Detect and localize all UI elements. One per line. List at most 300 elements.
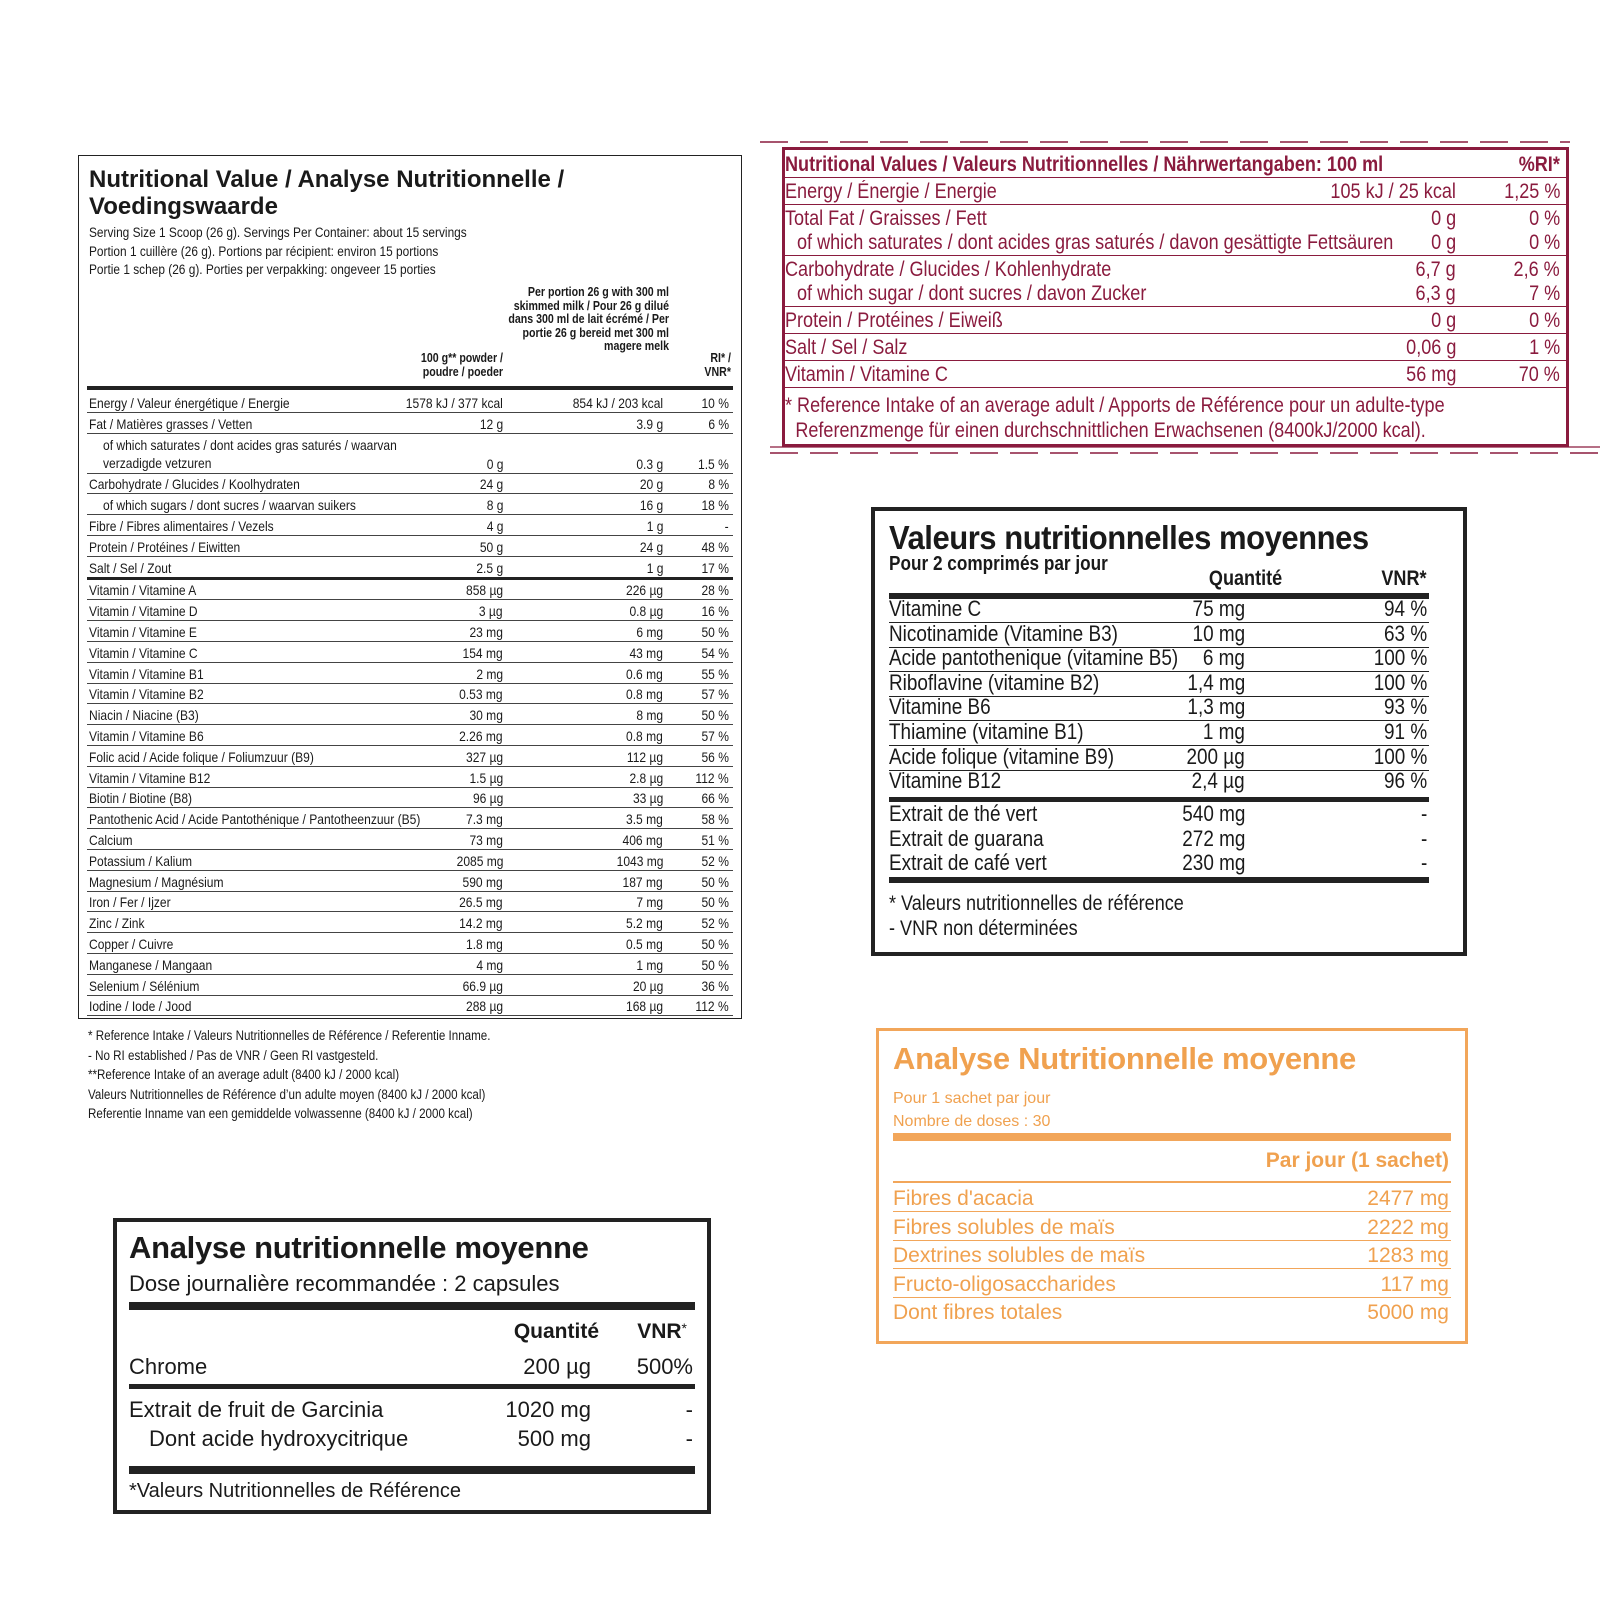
- row-label: Folic acid / Acide folique / Foliumzuur (B9): [89, 748, 314, 765]
- row-qty: 1 mg: [1202, 719, 1245, 744]
- row-value-100g: 12 g: [479, 415, 503, 432]
- row-value-portion: 0.8 mg: [626, 686, 663, 703]
- table-row: [87, 767, 733, 788]
- row-value-ri: 57 %: [701, 727, 729, 744]
- row-qty: 540 mg: [1181, 801, 1245, 826]
- table-row: [87, 600, 733, 621]
- table-row: [893, 1215, 1451, 1241]
- vnr-star: *: [681, 1320, 687, 1336]
- row-label: Chrome: [129, 1354, 208, 1379]
- row-value-100g: 73 mg: [469, 831, 503, 848]
- row-value-portion: 1 mg: [636, 956, 663, 973]
- row-value-ri: 50 %: [701, 623, 729, 640]
- nutrition-table-tablets: [871, 507, 1467, 956]
- panel2-header-label: Nutritional Values / Valeurs Nutritionnelles / Nährwertangaben: 100 ml: [785, 153, 1384, 176]
- row-label: Vitamin / Vitamine D: [89, 603, 198, 620]
- table-row: [785, 178, 1566, 205]
- table-row: [889, 695, 1429, 721]
- row-label: Dont acide hydroxycitrique: [149, 1426, 409, 1451]
- row-value-portion: 168 µg: [625, 998, 663, 1015]
- row-value-portion: 112 µg: [626, 748, 663, 765]
- table-row: [785, 361, 1566, 388]
- row-value-ri: 55 %: [701, 665, 729, 682]
- row-vnr: -: [1420, 825, 1427, 851]
- row-value-ri: 58 %: [701, 811, 729, 828]
- row-value-100g: 4 mg: [476, 956, 503, 973]
- row-label: Riboflavine (vitamine B2): [889, 669, 1100, 695]
- table-row: [87, 829, 733, 850]
- panel3-notes: [889, 891, 1184, 941]
- row-value-ri: 50 %: [701, 894, 729, 911]
- table-row: [87, 808, 733, 829]
- panel2-header-row: [785, 150, 1566, 178]
- row-amount: 0,06 g: [1405, 336, 1456, 359]
- row-value-portion: 1 g: [646, 559, 663, 576]
- panel5-header-rule: [129, 1302, 695, 1310]
- row-label: of which sugars / dont sucres / waarvan suikers: [103, 497, 356, 514]
- table-row: [893, 1300, 1451, 1325]
- row-label: Vitamine B6: [889, 694, 991, 720]
- footnote-line: * Reference Intake of an average adult / Apports de Référence pour un adulte-type: [785, 394, 1445, 417]
- row-value-portion: 2.8 µg: [629, 769, 663, 786]
- footnote: **Reference Intake of an average adult (8400 kJ / 2000 kcal): [88, 1067, 400, 1082]
- row-label: Nicotinamide (Vitamine B3): [889, 620, 1118, 646]
- nutrition-table-capsules: [113, 1218, 711, 1514]
- row-value-ri: 36 %: [701, 977, 729, 994]
- panel5-row: [129, 1424, 695, 1452]
- row-vnr: -: [685, 1426, 693, 1451]
- row-label: Energy / Énergie / Energie: [785, 180, 997, 203]
- row-label: Total Fat / Graisses / Fett: [785, 207, 987, 230]
- row-value-100g: 1.8 mg: [466, 935, 503, 952]
- row-vnr: -: [1420, 801, 1427, 826]
- row-value-portion: 16 g: [639, 497, 663, 514]
- row-value-100g: 8 g: [486, 497, 503, 514]
- panel3-title: Valeurs nutritionnelles moyennes: [889, 519, 1369, 556]
- row-label: Pantothenic Acid / Acide Pantothénique / Pantotheenzuur (B5): [89, 811, 421, 828]
- row-value-portion: 43 mg: [629, 644, 663, 661]
- row-value-ri: 57 %: [701, 686, 729, 703]
- table-row: [87, 996, 733, 1017]
- row-label: Protein / Protéines / Eiweiß: [785, 309, 1003, 332]
- row-value-ri: 28 %: [701, 582, 729, 599]
- row-value: 117 mg: [1380, 1272, 1449, 1296]
- row-label: Biotin / Biotine (B8): [89, 790, 193, 807]
- row-value-portion: 7 mg: [636, 894, 663, 911]
- row-vnr: 100 %: [1373, 743, 1427, 769]
- row-amount: 105 kJ / 25 kcal: [1330, 180, 1456, 203]
- row-value-100g: 0 g: [486, 455, 503, 472]
- row-ri: 2,6 %: [1513, 258, 1560, 281]
- row-value-ri: 18 %: [701, 497, 729, 514]
- row-value-portion: 3.9 g: [636, 415, 663, 432]
- row-value-portion: 406 mg: [622, 831, 663, 848]
- table-row: [785, 205, 1566, 231]
- row-value-100g: 1.5 µg: [469, 769, 503, 786]
- row-label: Extrait de fruit de Garcinia: [129, 1397, 384, 1422]
- header-rule: [87, 386, 733, 390]
- row-vnr: 500%: [636, 1354, 693, 1379]
- row-qty: 2,4 µg: [1192, 768, 1245, 794]
- nutrition-table-multilingual: [78, 155, 742, 1019]
- panel3-subtitle: Pour 2 comprimés par jour: [889, 553, 1108, 575]
- row-value-ri: 112 %: [695, 998, 729, 1015]
- row-value-100g: 14.2 mg: [459, 915, 503, 932]
- row-amount: 6,7 g: [1415, 258, 1456, 281]
- row-qty: 200 µg: [523, 1354, 591, 1379]
- row-value-ri: 50 %: [701, 935, 729, 952]
- panel4-col-header: Par jour (1 sachet): [1265, 1149, 1449, 1172]
- row-label: Dextrines solubles de maïs: [893, 1244, 1146, 1267]
- row-value-ri: 10 %: [701, 394, 729, 411]
- row-label: of which sugar / dont sucres / davon Zucker: [797, 282, 1147, 305]
- row-label: Vitamine B12: [889, 768, 1002, 794]
- row-vnr: 63 %: [1383, 620, 1427, 646]
- row-qty: 1,3 mg: [1187, 694, 1245, 720]
- row-label: Vitamin / Vitamine E: [89, 623, 197, 640]
- row-label: Energy / Valeur énergétique / Energie: [89, 394, 290, 411]
- row-value-100g: 154 mg: [462, 644, 503, 661]
- row-value-100g: 0.53 mg: [459, 686, 503, 703]
- nutrition-table-sachet: [876, 1028, 1468, 1344]
- table-row: [889, 745, 1429, 771]
- row-value-100g: 96 µg: [472, 790, 503, 807]
- row-value-ri: 48 %: [701, 538, 729, 555]
- row-value-portion: 6 mg: [636, 623, 663, 640]
- row-amount: 0 g: [1430, 309, 1456, 332]
- col-header-ri: RI* / VNR*: [704, 351, 731, 379]
- row-label: Fat / Matières grasses / Vetten: [89, 415, 253, 432]
- note-line: * Valeurs nutritionnelles de référence: [889, 892, 1184, 915]
- row-label: Calcium: [89, 831, 133, 848]
- table-row: [889, 622, 1429, 648]
- row-value-portion: 33 µg: [632, 790, 663, 807]
- row-value-ri: 50 %: [701, 956, 729, 973]
- panel1-title: Nutritional Value / Analyse Nutritionnelle / Voedingswaarde: [89, 166, 565, 220]
- serving-line-en: Serving Size 1 Scoop (26 g). Servings Per Container: about 15 servings: [89, 225, 467, 240]
- row-label: Potassium / Kalium: [89, 852, 193, 869]
- row-label: Salt / Sel / Zout: [89, 559, 172, 576]
- table-row: [785, 282, 1566, 307]
- serving-line-nl: Portie 1 schep (26 g). Porties per verpakking: ongeveer 15 porties: [89, 262, 436, 277]
- table-row: [87, 975, 733, 996]
- table-row: [785, 256, 1566, 282]
- row-value-portion: 0.5 mg: [626, 935, 663, 952]
- row-label: Vitamine C: [889, 596, 982, 621]
- panel5-note: *Valeurs Nutritionnelles de Référence: [129, 1480, 462, 1502]
- row-amount: 0 g: [1430, 231, 1456, 254]
- row-vnr: 94 %: [1383, 596, 1427, 621]
- row-label: Vitamin / Vitamine B2: [89, 686, 204, 703]
- col-header-100g: 100 g** powder / poudre / poeder: [420, 351, 503, 379]
- row-qty: 200 µg: [1186, 743, 1245, 769]
- row-label: Vitamin / Vitamine A: [89, 582, 197, 599]
- footnote: - No RI established / Pas de VNR / Geen RI vastgesteld.: [88, 1047, 379, 1063]
- table-row: [87, 684, 733, 705]
- row-label: Carbohydrate / Glucides / Koolhydraten: [89, 476, 300, 493]
- row-value-ri: 6 %: [708, 415, 729, 432]
- row-value-ri: 8 %: [708, 476, 729, 493]
- table-row: [87, 912, 733, 933]
- table-row: [87, 557, 733, 580]
- panel5-subtitle: Dose journalière recommandée : 2 capsules: [129, 1271, 560, 1296]
- row-qty: 1020 mg: [505, 1397, 591, 1422]
- panel5-col-vnr: [637, 1320, 687, 1344]
- table-row: [889, 597, 1429, 623]
- row-value-100g: 3 µg: [479, 603, 503, 620]
- panel2-footnote: [785, 393, 1445, 443]
- row-label: Niacin / Niacine (B3): [89, 707, 199, 724]
- row-value-100g: 858 µg: [465, 582, 503, 599]
- row-label: of which saturates / dont acides gras saturés / davon gesättigte Fettsäuren: [797, 231, 1394, 254]
- row-value-100g: 2.26 mg: [459, 727, 503, 744]
- row-label: Protein / Protéines / Eiwitten: [89, 538, 241, 555]
- row-amount: 56 mg: [1405, 363, 1456, 386]
- row-ri: 1,25 %: [1503, 180, 1560, 203]
- table-row: [889, 671, 1429, 697]
- panel2-bottom-dashes: [770, 445, 1600, 457]
- row-value-100g: 26.5 mg: [459, 894, 503, 911]
- row-label: Magnesium / Magnésium: [89, 873, 224, 890]
- table-row: [889, 769, 1429, 794]
- row-value-portion: 3.5 mg: [626, 811, 663, 828]
- panel4-title: Analyse Nutritionnelle moyenne: [893, 1041, 1356, 1076]
- row-value-ri: 51 %: [701, 831, 729, 848]
- table-row: [87, 892, 733, 913]
- row-label: Vitamin / Vitamine B1: [89, 665, 204, 682]
- row-value: 2222 mg: [1367, 1215, 1449, 1239]
- table-row: [87, 536, 733, 557]
- row-value-ri: -: [724, 517, 729, 534]
- panel1-serving-info: [89, 224, 467, 280]
- row-ri: 0 %: [1528, 309, 1560, 332]
- row-vnr: 93 %: [1383, 694, 1427, 720]
- row-qty: 272 mg: [1181, 825, 1245, 851]
- row-label: of which saturates / dont acides gras saturés / waarvan verzadigde vetzuren: [103, 436, 397, 471]
- row-label: Selenium / Sélénium: [89, 977, 200, 994]
- row-qty: 230 mg: [1181, 850, 1245, 876]
- table-row: [87, 850, 733, 871]
- row-value-100g: 23 mg: [469, 623, 503, 640]
- row-value-portion: 0.6 mg: [626, 665, 663, 682]
- row-vnr: 96 %: [1383, 768, 1427, 794]
- panel4-col-rule: [893, 1181, 1451, 1183]
- panel5-row: [129, 1395, 695, 1423]
- table-row: [87, 704, 733, 725]
- row-label: Acide folique (vitamine B9): [889, 743, 1115, 769]
- row-value-ri: 50 %: [701, 873, 729, 890]
- panel2-rows: [785, 178, 1566, 388]
- table-row: [87, 788, 733, 809]
- nutrition-table-maroon: [782, 147, 1569, 447]
- note-line: - VNR non déterminées: [889, 917, 1078, 940]
- row-value-ri: 56 %: [701, 748, 729, 765]
- row-label: Vitamin / Vitamine B12: [89, 769, 211, 786]
- row-value-ri: 52 %: [701, 852, 729, 869]
- panel4-subtitle: [893, 1087, 1050, 1133]
- row-value-100g: 2085 mg: [456, 852, 503, 869]
- table-row: [785, 334, 1566, 361]
- row-label: Vitamin / Vitamine C: [89, 644, 198, 661]
- row-ri: 7 %: [1528, 282, 1560, 305]
- table-row: [87, 515, 733, 536]
- table-row: [889, 646, 1429, 672]
- row-label: Acide pantothenique (vitamine B5): [889, 645, 1179, 671]
- table-row: [87, 746, 733, 767]
- row-label: Zinc / Zink: [89, 915, 145, 932]
- vnr-label: VNR: [637, 1320, 682, 1343]
- row-value-ri: 66 %: [701, 790, 729, 807]
- row-ri: 0 %: [1528, 207, 1560, 230]
- row-label: Vitamin / Vitamine B6: [89, 727, 204, 744]
- table-row: [87, 434, 733, 474]
- row-value-portion: 24 g: [639, 538, 663, 555]
- row-value-portion: 1043 mg: [616, 852, 663, 869]
- table-row: [87, 871, 733, 892]
- panel5-col-quantity: Quantité: [513, 1320, 599, 1343]
- row-value-portion: 0.8 mg: [626, 727, 663, 744]
- table-row: [87, 954, 733, 975]
- row-value-ri: 17 %: [701, 559, 729, 576]
- row-value: 1283 mg: [1367, 1244, 1449, 1267]
- footnote: * Reference Intake / Valeurs Nutritionnelles de Référence / Referentie Inname.: [88, 1028, 491, 1043]
- row-value-100g: 2.5 g: [476, 559, 503, 576]
- row-value-ri: 112 %: [695, 769, 729, 786]
- row-label: Fibres d'acacia: [893, 1187, 1034, 1210]
- panel1-rows: [87, 392, 733, 1016]
- row-ri: 1 %: [1528, 336, 1560, 359]
- row-value-portion: 226 µg: [625, 582, 663, 599]
- row-label: Manganese / Mangaan: [89, 956, 213, 973]
- table-row: [893, 1272, 1451, 1298]
- row-label: Fibres solubles de maïs: [893, 1215, 1115, 1239]
- row-value-portion: 187 mg: [622, 873, 663, 890]
- row-value-ri: 1.5 %: [698, 455, 729, 472]
- row-amount: 6,3 g: [1415, 282, 1456, 305]
- panel5-bottom-rule: [129, 1466, 695, 1474]
- row-value-portion: 0.8 µg: [629, 603, 663, 620]
- table-row: [87, 642, 733, 663]
- row-label: Vitamin / Vitamine C: [785, 363, 948, 386]
- row-value-100g: 66.9 µg: [462, 977, 503, 994]
- subtitle-line: Nombre de doses : 30: [893, 1113, 1051, 1130]
- row-value-portion: 5.2 mg: [626, 915, 663, 932]
- table-row: [889, 827, 1429, 852]
- row-vnr: -: [685, 1397, 693, 1422]
- row-value-portion: 1 g: [646, 517, 663, 534]
- table-row: [785, 231, 1566, 256]
- row-value-100g: 327 µg: [465, 748, 503, 765]
- row-qty: 10 mg: [1192, 620, 1245, 646]
- table-row: [87, 580, 733, 601]
- row-vnr: 100 %: [1373, 669, 1427, 695]
- panel4-header-rule: [893, 1133, 1451, 1141]
- row-label: Salt / Sel / Salz: [785, 336, 908, 359]
- footnote: Referentie Inname van een gemiddelde volwassenne (8400 kJ / 2000 kcal): [88, 1106, 473, 1121]
- panel5-row: [129, 1352, 695, 1380]
- row-vnr: 91 %: [1383, 719, 1427, 744]
- row-label: Iodine / Iode / Jood: [89, 998, 192, 1015]
- row-value-portion: 20 µg: [632, 977, 663, 994]
- row-qty: 6 mg: [1202, 645, 1245, 671]
- panel3-col-quantity: Quantité: [1208, 567, 1282, 590]
- row-value-100g: 1578 kJ / 377 kcal: [405, 394, 503, 411]
- subtitle-line: Pour 1 sachet par jour: [893, 1090, 1051, 1107]
- row-amount: 0 g: [1430, 207, 1456, 230]
- row-label: Carbohydrate / Glucides / Kohlenhydrate: [785, 258, 1112, 281]
- panel2-header-ri: %RI*: [1518, 153, 1560, 176]
- row-value-ri: 50 %: [701, 707, 729, 724]
- row-label: Copper / Cuivre: [89, 935, 174, 952]
- panel1-footnotes: [88, 1026, 490, 1124]
- table-row: [87, 494, 733, 515]
- row-label: Fructo-oligosaccharides: [893, 1272, 1116, 1296]
- col-header-portion: Per portion 26 g with 300 ml skimmed milk / Pour 26 g dilué dans 300 ml de lait écrémé / Per portie 26 g bereid met 300 ml magere melk: [508, 285, 669, 353]
- panel2-top-dashes: [760, 137, 1570, 147]
- row-label: Fibre / Fibres alimentaires / Vezels: [89, 517, 274, 534]
- row-value-ri: 16 %: [701, 603, 729, 620]
- row-value-portion: 20 g: [639, 476, 663, 493]
- row-label: Extrait de guarana: [889, 825, 1044, 851]
- row-value: 5000 mg: [1367, 1301, 1449, 1324]
- row-value-100g: 4 g: [486, 517, 503, 534]
- row-value-ri: 52 %: [701, 915, 729, 932]
- table-row: [889, 720, 1429, 746]
- row-label: Thiamine (vitamine B1): [889, 719, 1084, 744]
- row-value-100g: 2 mg: [476, 665, 503, 682]
- row-qty: 500 mg: [517, 1426, 591, 1451]
- row-vnr: -: [1420, 850, 1427, 876]
- serving-line-fr: Portion 1 cuillère (26 g). Portions par récipient: environ 15 portions: [89, 243, 439, 259]
- table-row: [785, 307, 1566, 334]
- panel5-title: Analyse nutritionnelle moyenne: [129, 1230, 589, 1265]
- row-value-100g: 288 µg: [465, 998, 503, 1015]
- row-value-100g: 50 g: [479, 538, 503, 555]
- panel5-mid-rule: [129, 1384, 695, 1389]
- row-value-ri: 54 %: [701, 644, 729, 661]
- panel3-col-vnr: VNR*: [1381, 567, 1427, 590]
- table-row: [87, 621, 733, 642]
- footnote-line: Referenzmenge für einen durchschnittlichen Erwachsenen (8400kJ/2000 kcal).: [795, 419, 1426, 442]
- row-value-portion: 0.3 g: [636, 455, 663, 472]
- row-value-portion: 854 kJ / 203 kcal: [572, 394, 663, 411]
- row-qty: 1,4 mg: [1187, 669, 1245, 695]
- row-label: Iron / Fer / Ijzer: [89, 894, 171, 911]
- row-value-100g: 590 mg: [462, 873, 503, 890]
- row-ri: 0 %: [1528, 231, 1560, 254]
- table-row: [893, 1243, 1451, 1269]
- row-value-portion: 8 mg: [636, 707, 663, 724]
- table-row: [87, 663, 733, 684]
- row-qty: 75 mg: [1192, 596, 1245, 621]
- row-label: Extrait de café vert: [889, 850, 1047, 876]
- table-row: [87, 474, 733, 495]
- table-row: [87, 392, 733, 413]
- row-value-100g: 30 mg: [469, 707, 503, 724]
- row-value-100g: 7.3 mg: [466, 811, 503, 828]
- row-value-100g: 24 g: [479, 476, 503, 493]
- row-value: 2477 mg: [1367, 1187, 1449, 1210]
- footnote: Valeurs Nutritionnelles de Référence d’un adulte moyen (8400 kJ / 2000 kcal): [88, 1086, 486, 1102]
- table-row: [87, 413, 733, 434]
- row-label: Dont fibres totales: [893, 1301, 1063, 1324]
- table-row: [87, 725, 733, 746]
- row-vnr: 100 %: [1373, 645, 1427, 671]
- table-row: [87, 933, 733, 954]
- table-row: [889, 802, 1429, 827]
- panel3-bottom-rule: [889, 877, 1429, 883]
- table-row: [889, 851, 1429, 876]
